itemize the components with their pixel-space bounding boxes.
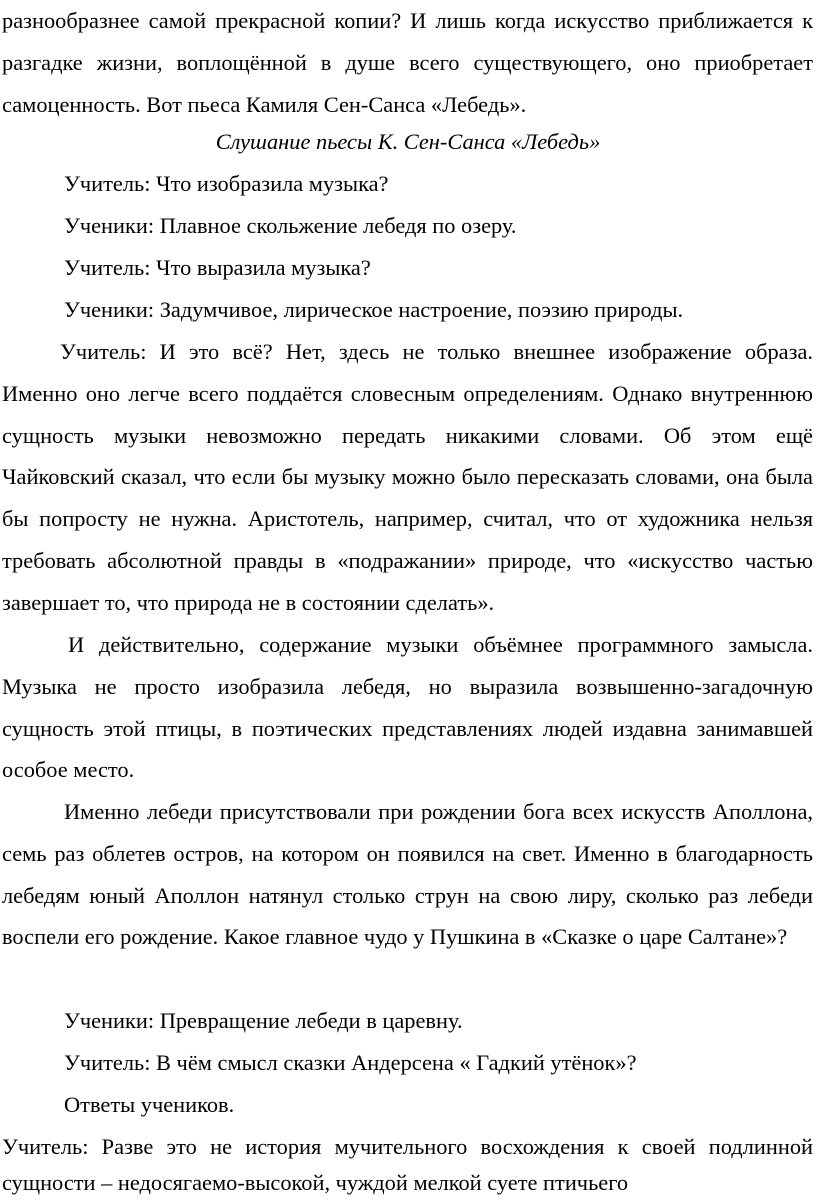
dialogue-line-students-2: Ученики: Задумчивое, лирическое настроение, поэзию природы. [64, 297, 684, 322]
dialogue-line-teacher-3: Учитель: В чём смысл сказки Андерсена « Гадкий утёнок»? [64, 1050, 637, 1075]
dialogue-line-teacher-1: Учитель: Что изобразила музыка? [64, 171, 389, 196]
paragraph-teacher-question: Учитель: Разве это не история мучительного восхождения к своей подлинной сущности – недосягаемо-высокой, чуждой мелкой суете птичьего [2, 1134, 813, 1195]
dialogue-line-students-3: Ученики: Превращение лебеди в царевну. [64, 1008, 463, 1033]
paragraph-music-content: И действительно, содержание музыки объёмнее программного замысла. Музыка не просто изобразила лебедя, но выразила возвышенно-загадочную сущность этой птицы, в поэтических представлениях людей издавна занимавшей особое место. [2, 632, 813, 783]
paragraph-apollo-swans: Именно лебеди присутствовали при рождении бога всех искусств Аполлона, семь раз облетев остров, на котором он появился на свет. Именно в благодарность лебедям юный Аполлон натянул столько струн на свою лиру, сколько раз лебеди воспели его рождение. Какое главное чудо у Пушкина в «Сказке о царе Салтане»? [2, 799, 813, 950]
paragraph-art-copy: разнообразнее самой прекрасной копии? И лишь когда искусство приближается к разгадке жизни, воплощённой в душе всего существующего, оно приобретает самоценность. Вот пьеса Камиля Сен-Санса «Лебедь». [2, 8, 813, 117]
paragraph-teacher-answer: Учитель: И это всё? Нет, здесь не только внешнее изображение образа. Именно оно легче всего поддаётся словесным определениям. Однако внутреннюю сущность музыки невозможно передать никакими словами. Об этом ещё Чайковский сказал, что если бы музыку можно было пересказать словами, она была бы попросту не нужна. Аристотель, например, считал, что от художника нельзя требовать абсолютной правды в «подражании» природе, что «искусство частью завершает то, что природа не в состоянии сделать». [2, 339, 813, 615]
section-heading: Слушание пьесы К. Сен-Санса «Лебедь» [215, 129, 601, 154]
dialogue-line-students-1: Ученики: Плавное скольжение лебедя по озеру. [64, 213, 517, 238]
dialogue-line-teacher-2: Учитель: Что выразила музыка? [64, 255, 371, 280]
dialogue-line-student-answers: Ответы учеников. [64, 1092, 235, 1117]
